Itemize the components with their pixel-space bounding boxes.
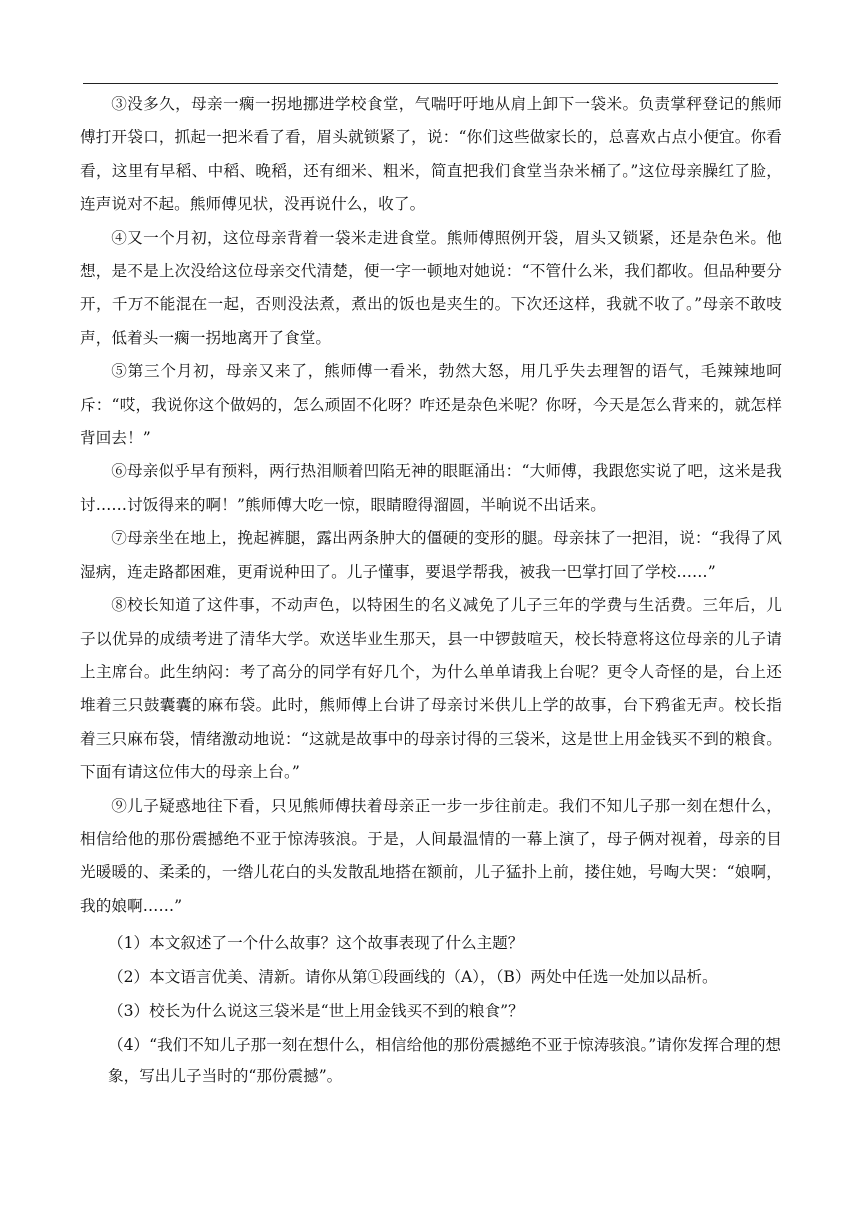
question-4: （4）“我们不知儿子那一刻在想什么，相信给他的那份震撼绝不亚于惊涛骇浪。”请你发挥合理的想象，写出儿子当时的“那份震撼”。 [108,1036,782,1086]
question-2: （2）本文语言优美、清新。请你从第①段画线的（A），（B）两处中任选一处加以品析。 [108,968,718,987]
paragraph-7: ⑦母亲坐在地上，挽起裤腿，露出两条肿大的僵硬的变形的腿。母亲抹了一把泪，说：“我得了风湿病，连走路都困难，更甭说种田了。儿子懂事，要退学帮我，被我一巴掌打回了学校……” [80,529,782,581]
reading-passage [80,88,782,923]
document-body [80,88,782,1092]
paragraph-8: ⑧校长知道了这件事，不动声色，以特困生的名义减免了儿子三年的学费与生活费。三年后，儿子以优异的成绩考进了清华大学。欢送毕业生那天，县一中锣鼓喧天，校长特意将这位母亲的儿子请上主席台。此生纳闷：考了高分的同学有好几个，为什么单单请我上台呢？更令人奇怪的是，台上还堆着三只鼓囊囊的麻布袋。此时，熊师傅上台讲了母亲讨米供儿上学的故事，台下鸦雀无声。校长指着三只麻布袋，情绪激动地说：“这就是故事中的母亲讨得的三袋米，这是世上用金钱买不到的粮食。下面有请这位伟大的母亲上台。” [80,596,782,782]
paragraph-5: ⑤第三个月初，母亲又来了，熊师傅一看米，勃然大怒，用几乎失去理智的语气，毛辣辣地呵斥：“哎，我说你这个做妈的，怎么顽固不化呀？咋还是杂色米呢？你呀，今天是怎么背来的，就怎样背回去！” [80,362,782,448]
question-3: （3）校长为什么说这三袋米是“世上用金钱买不到的粮食”？ [108,1002,524,1021]
paragraph-3: ③没多久，母亲一瘸一拐地挪进学校食堂，气喘吁吁地从肩上卸下一袋米。负责掌秤登记的熊师傅打开袋口，抓起一把米看了看，眉头就锁紧了，说：“你们这些做家长的，总喜欢占点小便宜。你看看，这里有早稻、中稻、晚稻，还有细米、粗米，简直把我们食堂当杂米桶了。”这位母亲臊红了脸，连声说对不起。熊师傅见状，没再说什么，收了。 [80,95,782,214]
paragraph-4: ④又一个月初，这位母亲背着一袋米走进食堂。熊师傅照例开袋，眉头又锁紧，还是杂色米。他想，是不是上次没给这位母亲交代清楚，便一字一顿地对她说：“不管什么米，我们都收。但品种要分开，千万不能混在一起，否则没法煮，煮出的饭也是夹生的。下次还这样，我就不收了。”母亲不敢吱声，低着头一瘸一拐地离开了食堂。 [80,228,782,347]
paragraph-6: ⑥母亲似乎早有预料，两行热泪顺着凹陷无神的眼眶涌出：“大师傅，我跟您实说了吧，这米是我讨……讨饭得来的啊！”熊师傅大吃一惊，眼睛瞪得溜圆，半晌说不出话来。 [80,462,782,514]
header-rule [83,83,778,84]
question-list [80,928,782,1092]
question-1: （1）本文叙述了一个什么故事？这个故事表现了什么主题？ [108,934,524,953]
paragraph-9: ⑨儿子疑惑地往下看，只见熊师傅扶着母亲正一步一步往前走。我们不知儿子那一刻在想什么，相信给他的那份震撼绝不亚于惊涛骇浪。于是，人间最温情的一幕上演了，母子俩对视着，母亲的目光暖暖的、柔柔的，一绺儿花白的头发散乱地搭在额前，儿子猛扑上前，搂住她，号啕大哭：“娘啊，我的娘啊……” [80,796,782,915]
